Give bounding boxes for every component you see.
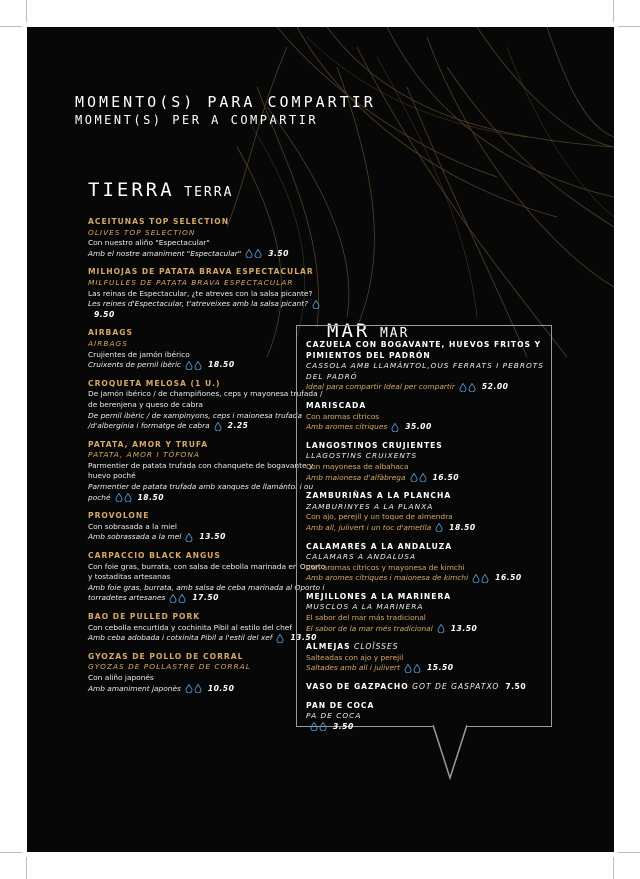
- item-description-ca-text: Ideal para compartir Ideal per compartir: [306, 382, 455, 392]
- item-description: Con ajo, perejil y un toque de almendra: [306, 512, 453, 522]
- item-price: 3.50: [333, 721, 354, 731]
- item-name: CAZUELA CON BOGAVANTE, HUEVOS FRITOS Y PIMIENTOS DEL PADRÓN: [306, 340, 542, 360]
- item-name: LANGOSTINOS CRUJIENTES: [306, 440, 443, 450]
- item-description: Con foie gras, burrata, con salsa de cebolla marinada en Oporto y tostaditas artesanas: [88, 561, 326, 582]
- allergen-drop-icon: [124, 493, 132, 502]
- item-description-ca-text: De pernil ibèric / de xampinyons, ceps i maionesa trufada /d'albergínia i formatge de cabra: [88, 410, 303, 431]
- item-description-ca: [88, 532, 328, 543]
- allergen-icons: [214, 422, 222, 431]
- section-subtitle: TERRA: [184, 185, 234, 200]
- item-description-ca: [306, 663, 546, 674]
- allergen-drop-icon: [185, 684, 193, 693]
- item-name: CROQUETA MELOSA (1 U.): [88, 378, 221, 388]
- allergen-icons: [185, 361, 202, 370]
- allergen-icons: [310, 722, 327, 731]
- item-description: Con mayonesa de albahaca: [306, 461, 409, 471]
- item-price: 13.50: [199, 532, 226, 542]
- item-name: ALMEJAS CLOÏSSES: [306, 642, 399, 652]
- item-price: 15.50: [427, 663, 454, 673]
- item-description: Con aromas cítricos y mayonesa de kimchi: [306, 562, 465, 572]
- item-description-ca-text: Amb aromes cítriques: [306, 422, 388, 432]
- item-description-ca: [306, 523, 546, 534]
- item-description-ca-text: Amb amaniment japonès: [88, 683, 181, 693]
- item-description-ca: [88, 249, 328, 260]
- allergen-drop-icon: [404, 664, 412, 673]
- item-translation: CLOÏSSES: [350, 642, 399, 652]
- item-description-ca: [88, 583, 328, 604]
- allergen-icons: [437, 624, 445, 633]
- item-description-ca: [306, 722, 546, 733]
- allergen-icons: [472, 574, 489, 583]
- item-price: 13.50: [450, 623, 478, 633]
- allergen-icons: [276, 634, 284, 643]
- item-price: 17.50: [192, 593, 219, 603]
- item-name: ZAMBURIÑAS A LA PLANCHA: [306, 491, 452, 501]
- menu-item: [306, 542, 546, 584]
- item-name: VASO DE GAZPACHO GOT DE GASPATXO 7.50: [306, 682, 527, 692]
- menu-item: [306, 701, 546, 733]
- allergen-drop-icon: [391, 423, 399, 432]
- item-name: MILHOJAS DE PATATA BRAVA ESPECTACULAR: [88, 267, 314, 277]
- section-title: TIERRA: [88, 179, 175, 201]
- allergen-drop-icon: [413, 664, 421, 673]
- menu-item: [306, 340, 546, 393]
- item-description-ca: [306, 422, 546, 433]
- item-name: MEJILLONES A LA MARINERA: [306, 591, 452, 601]
- allergen-drop-icon: [276, 634, 284, 643]
- allergen-icons: [391, 423, 399, 432]
- item-description: Con nuestro aliño "Espectacular": [88, 238, 210, 248]
- item-translation: MUSCLOS A LA MARINERA: [306, 602, 424, 612]
- allergen-drop-icon: [178, 594, 186, 603]
- item-description: Con aromas cítricos: [306, 411, 380, 421]
- item-description: Las reinas de Espectacular, ¿te atreves con la salsa picante?: [88, 288, 313, 298]
- item-translation: PA DE COCA: [306, 711, 362, 721]
- crop-mark: [618, 26, 640, 27]
- item-name: PAN DE COCA: [306, 700, 375, 710]
- item-description-ca: [88, 482, 328, 503]
- item-price: 35.00: [405, 422, 432, 432]
- item-description-ca-text: Les reines d'Espectacular, t'atreveixes amb la salsa picant?: [88, 299, 309, 309]
- item-description-ca: [88, 633, 328, 644]
- item-description-ca: [88, 411, 328, 432]
- item-translation: ZAMBURINYES A LA PLANXA: [306, 501, 434, 511]
- item-name: MARISCADA: [306, 400, 367, 410]
- crop-mark: [26, 0, 27, 22]
- allergen-drop-icon: [245, 249, 253, 258]
- section-title: MAR: [327, 320, 371, 342]
- item-description-ca: [306, 473, 546, 484]
- item-description-ca: [88, 360, 328, 371]
- item-description-ca-text: Saltades amb all i julivert: [306, 663, 400, 673]
- item-description: El sabor del mar más tradicional: [306, 613, 426, 623]
- allergen-icons: [185, 684, 202, 693]
- item-description-ca-text: Cruixents de pernil ibèric: [88, 360, 182, 370]
- menu-item: [306, 491, 546, 533]
- allergen-drop-icon: [185, 533, 193, 542]
- allergen-drop-icon: [319, 722, 327, 731]
- item-description-ca-text: Amb maionesa d'alfàbrega: [306, 472, 406, 482]
- allergen-icons: [185, 533, 193, 542]
- item-translation: PATATA, AMOR I TÒFONA: [88, 450, 200, 460]
- allergen-drop-icon: [435, 523, 443, 532]
- menu-item: [88, 328, 328, 370]
- allergen-icons: [459, 383, 476, 392]
- item-description-ca: [88, 684, 328, 695]
- item-description: Con sobrasada a la miel: [88, 521, 177, 531]
- item-description-ca-text: Amb sobrassada a la mel: [88, 532, 182, 542]
- item-description: Salteadas con ajo y perejil: [306, 652, 404, 662]
- allergen-icons: [169, 594, 186, 603]
- allergen-drop-icon: [194, 361, 202, 370]
- allergen-drop-icon: [214, 422, 222, 431]
- item-price: 2.25: [227, 421, 249, 431]
- menu-item: [88, 217, 328, 259]
- allergen-icons: [435, 523, 443, 532]
- item-price: 3.50: [268, 248, 289, 258]
- item-translation: GOT DE GASPATXO: [408, 682, 500, 692]
- item-description: Crujientes de jamón ibérico: [88, 349, 190, 359]
- menu-item: [88, 612, 328, 644]
- crop-mark: [0, 852, 22, 853]
- item-price: 10.50: [207, 683, 235, 693]
- allergen-icons: [404, 664, 421, 673]
- item-description: Parmentier de patata trufada con chanquete de bogavante y huevo poché: [88, 460, 314, 481]
- allergen-drop-icon: [410, 473, 418, 482]
- item-price: 18.50: [208, 360, 235, 370]
- mar-menu-list: [306, 340, 546, 740]
- tierra-menu-list: [88, 217, 328, 702]
- menu-item: [88, 379, 328, 432]
- item-description-ca-text: El sabor de la mar més tradicional: [306, 623, 433, 633]
- item-description: Con aliño japonés: [88, 672, 154, 682]
- item-price: 16.50: [432, 472, 460, 482]
- allergen-drop-icon: [312, 300, 320, 309]
- item-translation: MILFULLES DE PATATA BRAVA ESPECTACULAR: [88, 277, 294, 287]
- allergen-drop-icon: [169, 594, 177, 603]
- item-price: 18.50: [449, 522, 476, 532]
- crop-mark: [618, 852, 640, 853]
- allergen-drop-icon: [472, 574, 480, 583]
- page-subtitle: MOMENT(S) PER A COMPARTIR: [75, 113, 319, 127]
- item-name: PATATA, AMOR Y TRUFA: [88, 439, 209, 449]
- item-description: De jamón ibérico / de champiñones, ceps y mayonesa trufada / de berenjena y queso de cabra: [88, 389, 323, 409]
- menu-item: [306, 441, 546, 483]
- allergen-drop-icon: [310, 722, 318, 731]
- item-price: 7.50: [505, 682, 527, 692]
- item-description: Con cebolla encurtida y cochinita Pibil al estilo del chef: [88, 622, 292, 632]
- section-heading-tierra: [88, 179, 233, 201]
- item-name: GYOZAS DE POLLO DE CORRAL: [88, 651, 244, 661]
- item-translation: LLAGOSTINS CRUIXENTS: [306, 451, 418, 461]
- item-name: AIRBAGS: [88, 328, 133, 338]
- allergen-icons: [115, 493, 132, 502]
- allergen-drop-icon: [468, 383, 476, 392]
- item-description-ca-text: Amb foie gras, burrata, amb salsa de ceba marinada al Oporto i torradetes artesanes: [88, 582, 325, 603]
- item-translation: OLIVES TOP SELECTION: [88, 227, 196, 237]
- item-description-ca: [88, 299, 328, 320]
- allergen-drop-icon: [254, 249, 262, 258]
- item-translation: CALAMARS A ANDALUSA: [306, 552, 417, 562]
- item-price: 18.50: [137, 492, 165, 502]
- item-description-ca-text: Amb ceba adobada i cotxinita Pibil a l'estil del xef: [88, 633, 273, 643]
- menu-item: [306, 682, 546, 693]
- item-name: CARPACCIO BLACK ANGUS: [88, 551, 221, 561]
- menu-item: [306, 642, 546, 674]
- allergen-drop-icon: [459, 383, 467, 392]
- item-name: ACEITUNAS TOP SELECTION: [88, 217, 230, 226]
- item-name: BAO DE PULLED PORK: [88, 612, 201, 621]
- item-price: 13.50: [290, 633, 317, 643]
- item-translation: GYOZAS DE POLLASTRE DE CORRAL: [88, 662, 251, 672]
- item-translation: AIRBAGS: [88, 338, 128, 348]
- item-description-ca: [306, 573, 546, 584]
- item-description-ca: [306, 382, 546, 393]
- allergen-icons: [312, 300, 320, 309]
- item-price: 16.50: [495, 573, 522, 583]
- crop-mark: [26, 857, 27, 879]
- section-subtitle: MAR: [379, 326, 410, 341]
- allergen-drop-icon: [481, 574, 489, 583]
- allergen-drop-icon: [419, 473, 427, 482]
- item-price: 52.00: [481, 382, 509, 392]
- allergen-drop-icon: [185, 361, 193, 370]
- page-title: MOMENTO(S) PARA COMPARTIR: [75, 93, 376, 111]
- menu-item: [88, 511, 328, 543]
- allergen-icons: [410, 473, 427, 482]
- menu-item: [88, 267, 328, 320]
- crop-mark: [613, 0, 614, 22]
- crop-mark: [0, 26, 22, 27]
- item-description-ca: [306, 624, 546, 635]
- crop-mark: [613, 857, 614, 879]
- item-price: 9.50: [94, 309, 115, 319]
- item-description-ca-text: Parmentier de patata trufada amb xanques de llamántol i ou poché: [88, 482, 314, 502]
- item-description-ca-text: Amb all, julivert i un toc d'ametlla: [306, 522, 432, 532]
- menu-item: [306, 401, 546, 433]
- item-description-ca-text: Amb aromes cítriques i maionesa de kimchi: [306, 573, 469, 583]
- allergen-icons: [245, 249, 262, 258]
- menu-item: [88, 551, 328, 604]
- menu-item: [88, 440, 328, 504]
- menu-item: [306, 592, 546, 634]
- item-translation: CASSOLA AMB LLAMÀNTOL,OUS FERRATS I PEBROTS DEL PADRÓ: [306, 361, 544, 381]
- item-name: CALAMARES A LA ANDALUZA: [306, 541, 453, 551]
- allergen-drop-icon: [437, 624, 445, 633]
- allergen-drop-icon: [194, 684, 202, 693]
- item-description-ca-text: Amb el nostre amaniment "Espectacular": [88, 248, 242, 258]
- item-name: PROVOLONE: [88, 511, 150, 521]
- allergen-drop-icon: [115, 493, 123, 502]
- menu-item: [88, 652, 328, 694]
